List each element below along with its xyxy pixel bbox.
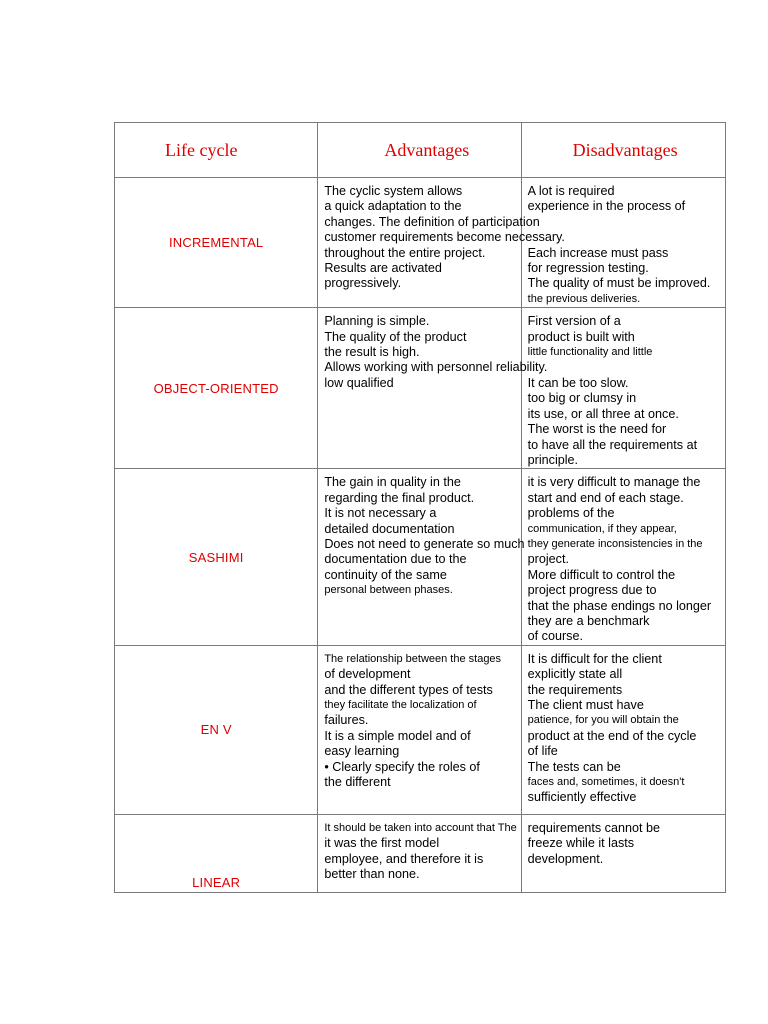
text-line: experience in the process of xyxy=(527,199,686,214)
text-line: It can be too slow. xyxy=(527,375,629,390)
text-line: The quality of the product xyxy=(324,329,467,344)
text-line xyxy=(528,360,725,375)
text-line: The cyclic system allows xyxy=(324,184,463,198)
text-line: they generate inconsistencies in the xyxy=(527,537,703,550)
text-line: Allows working with personnel reliability. xyxy=(324,360,548,375)
text-line: better than none. xyxy=(324,867,420,881)
text-line: A lot is required xyxy=(527,184,615,198)
life-cycle-comparison-table xyxy=(114,122,726,893)
text-line: detailed documentation xyxy=(324,521,455,536)
text-line: easy learning xyxy=(324,744,400,759)
text-line: Planning is simple. xyxy=(324,314,430,329)
text-line: project progress due to xyxy=(527,583,657,598)
header-life-cycle: Life cycle xyxy=(115,123,318,178)
text-line: It should be taken into account that The xyxy=(324,821,517,834)
text-line: The worst is the need for xyxy=(527,422,667,437)
table-row xyxy=(115,308,726,469)
text-line: for regression testing. xyxy=(527,261,649,276)
text-line: progressively. xyxy=(324,276,402,291)
table-row xyxy=(115,645,726,814)
text-line: the result is high. xyxy=(324,345,420,360)
text-line: patience, for you will obtain the xyxy=(527,714,679,727)
text-line: It is a simple model and of xyxy=(324,728,471,743)
model-name: LINEAR xyxy=(115,814,318,892)
text-line: product at the end of the cycle xyxy=(527,728,697,743)
text-line: of development xyxy=(324,667,411,682)
header-row xyxy=(115,123,726,178)
text-line: faces and, sometimes, it doesn't xyxy=(527,776,685,789)
disadvantages-cell xyxy=(521,308,725,469)
text-line: throughout the entire project. xyxy=(324,245,486,260)
text-line: customer requirements become necessary. xyxy=(324,230,565,245)
text-line: Each increase must pass xyxy=(527,245,669,260)
text-line: The relationship between the stages xyxy=(324,652,502,665)
text-line: The gain in quality in the xyxy=(324,475,461,490)
text-line: it was the first model xyxy=(324,836,440,851)
header-advantages: Advantages xyxy=(318,123,521,178)
table-row xyxy=(115,178,726,308)
text-line: they are a benchmark xyxy=(527,613,650,628)
text-line: sufficiently effective xyxy=(527,790,637,805)
text-line: low qualified xyxy=(324,375,394,390)
text-line: continuity of the same xyxy=(324,567,447,582)
text-line: and the different types of tests xyxy=(324,682,493,697)
text-line: changes. The definition of participation xyxy=(324,214,540,229)
text-line: Results are activated xyxy=(324,261,442,276)
text-line: its use, or all three at once. xyxy=(527,406,679,421)
text-line: a quick adaptation to the xyxy=(324,199,462,214)
text-line: product is built with xyxy=(527,329,635,344)
text-line: start and end of each stage. xyxy=(527,490,684,505)
text-line: it is very difficult to manage the xyxy=(527,475,701,490)
model-name: INCREMENTAL xyxy=(115,178,318,308)
model-name: OBJECT-ORIENTED xyxy=(115,308,318,469)
text-line: the previous deliveries. xyxy=(527,292,641,305)
text-line: explicitly state all xyxy=(527,667,623,682)
text-line: the requirements xyxy=(527,682,623,697)
text-line: Does not need to generate so much xyxy=(324,536,525,551)
text-line: the different xyxy=(324,775,391,790)
text-line: The quality of must be improved. xyxy=(527,276,711,291)
text-line: requirements cannot be xyxy=(527,820,660,835)
disadvantages-cell xyxy=(521,469,725,645)
text-line: that the phase endings no longer xyxy=(527,598,712,613)
disadvantages-cell xyxy=(521,178,725,308)
model-name: EN V xyxy=(115,645,318,814)
text-line: The tests can be xyxy=(527,759,621,774)
text-line: It is difficult for the client xyxy=(527,651,662,666)
text-line xyxy=(528,215,725,230)
text-line: regarding the final product. xyxy=(324,490,475,505)
text-line: The client must have xyxy=(527,698,644,712)
text-line: personal between phases. xyxy=(324,584,453,597)
table-row xyxy=(115,814,726,892)
text-line: problems of the xyxy=(527,506,615,521)
text-line: freeze while it lasts xyxy=(527,836,635,851)
text-line: It is not necessary a xyxy=(324,506,437,521)
text-line: of course. xyxy=(527,629,583,644)
text-line: communication, if they appear, xyxy=(527,522,677,535)
text-line: • Clearly specify the roles of xyxy=(324,759,480,774)
text-line: failures. xyxy=(324,713,369,728)
text-line: employee, and therefore it is xyxy=(324,851,484,866)
advantages-cell xyxy=(318,178,565,308)
disadvantages-cell xyxy=(521,814,725,892)
text-line: First version of a xyxy=(527,314,621,329)
text-line: of life xyxy=(527,744,558,759)
text-line: project. xyxy=(527,552,569,567)
text-line: development. xyxy=(527,851,604,866)
advantages-cell xyxy=(318,308,548,469)
text-line: principle. xyxy=(527,452,579,467)
model-name: SASHIMI xyxy=(115,469,318,645)
table-row xyxy=(115,469,726,645)
header-disadvantages: Disadvantages xyxy=(521,123,725,178)
text-line: they facilitate the localization of xyxy=(324,699,477,711)
text-line: More difficult to control the xyxy=(527,567,676,582)
text-line xyxy=(528,230,725,245)
advantages-cell xyxy=(318,814,521,892)
disadvantages-cell xyxy=(521,645,725,814)
text-line: documentation due to the xyxy=(324,552,467,567)
advantages-cell xyxy=(318,645,521,814)
text-line: to have all the requirements at xyxy=(527,437,698,452)
advantages-cell xyxy=(318,469,525,645)
text-line: too big or clumsy in xyxy=(527,391,637,406)
text-line: little functionality and little xyxy=(527,346,653,359)
